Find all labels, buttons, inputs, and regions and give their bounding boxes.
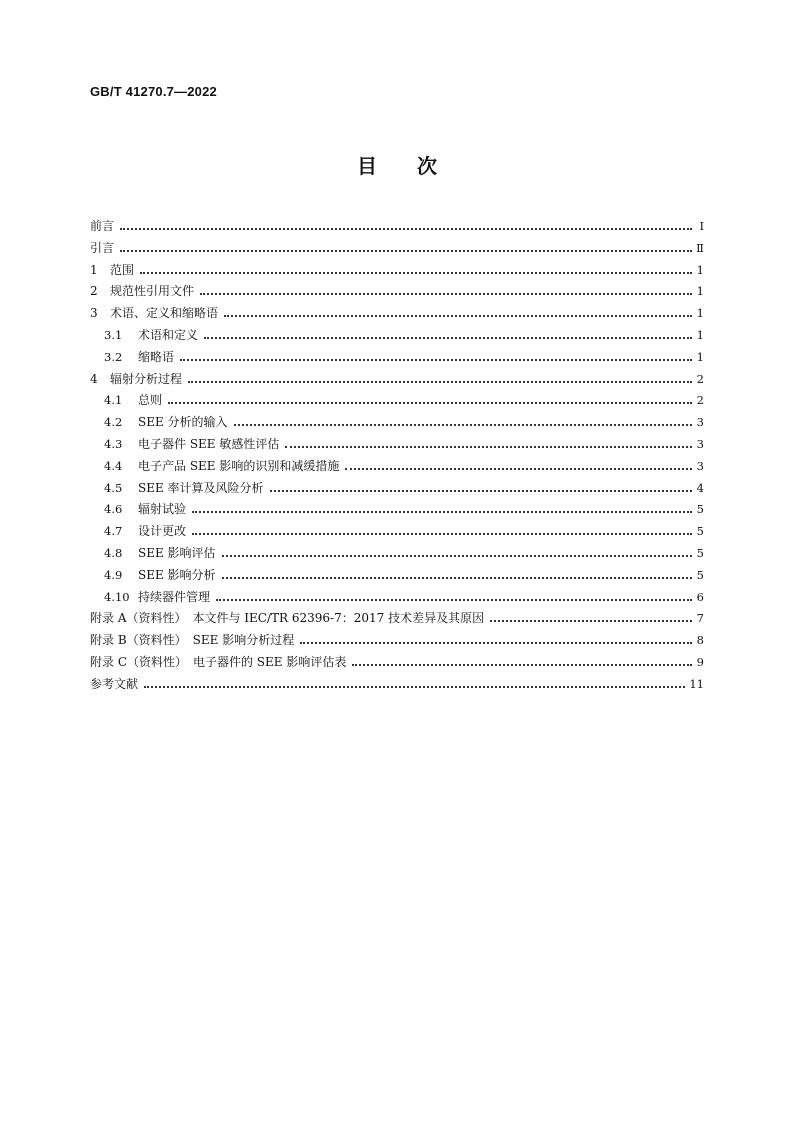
toc-entry-number: 4.3 xyxy=(104,436,123,451)
dot-leader xyxy=(200,281,692,303)
toc-entry-label: 电子器件 SEE 敏感性评估 xyxy=(138,436,280,451)
dot-leader xyxy=(120,238,692,260)
toc-entry-number: 4.7 xyxy=(104,524,123,539)
toc-entry-label: 辐射试验 xyxy=(138,502,187,517)
toc-entry-page-number: Ⅰ xyxy=(699,219,704,233)
toc-entry-number: 2 xyxy=(90,284,98,299)
toc-entry-number: 4 xyxy=(90,371,98,386)
toc-entry-label: 术语和定义 xyxy=(138,327,199,342)
toc-entry-page-number: 1 xyxy=(696,327,704,342)
toc-entry-page-number: 3 xyxy=(696,436,704,451)
toc-entry[interactable] xyxy=(90,281,704,303)
toc-entry-number: 4.5 xyxy=(104,480,123,495)
dot-leader xyxy=(180,347,692,369)
toc-entry-number: 4.6 xyxy=(104,502,123,517)
toc-entry-label: SEE 分析的输入 xyxy=(138,415,228,430)
toc-entry-page-number: 1 xyxy=(696,284,704,299)
toc-entry[interactable] xyxy=(90,260,704,282)
toc-entry-page-number: 5 xyxy=(696,545,704,560)
toc-entry[interactable] xyxy=(90,543,704,565)
toc-entry[interactable] xyxy=(90,434,704,456)
toc-entry-page-number: 5 xyxy=(696,524,704,539)
toc-entry-number: 4.4 xyxy=(104,458,123,473)
toc-entry[interactable] xyxy=(90,652,704,674)
dot-leader xyxy=(120,216,692,238)
dot-leader xyxy=(270,478,692,500)
toc-entry-label: SEE 影响分析 xyxy=(138,567,216,582)
toc-entry[interactable] xyxy=(90,587,704,609)
toc-entry[interactable] xyxy=(90,390,704,412)
toc-entry-number: 4.2 xyxy=(104,415,123,430)
toc-entry-label: 前言 xyxy=(90,219,115,233)
toc-entry-label: 辐射分析过程 xyxy=(110,371,183,386)
toc-entry-label: 持续器件管理 xyxy=(138,589,211,604)
toc-entry-label: SEE 率计算及风险分析 xyxy=(138,480,264,495)
toc-entry[interactable] xyxy=(90,499,704,521)
toc-entry-number: 3.1 xyxy=(104,327,123,342)
toc-entry-page-number: 3 xyxy=(696,415,704,430)
toc-entry-number: 4.10 xyxy=(104,589,130,604)
toc-entry-number: 4.8 xyxy=(104,545,123,560)
toc-entry-number: 4.9 xyxy=(104,567,123,582)
dot-leader xyxy=(345,456,692,478)
toc-entry-page-number: 5 xyxy=(696,502,704,517)
dot-leader xyxy=(490,608,692,630)
toc-entry-label: 总则 xyxy=(138,393,163,408)
toc-entry[interactable] xyxy=(90,369,704,391)
dot-leader xyxy=(192,521,692,543)
toc-entry-page-number: 2 xyxy=(696,393,704,408)
toc-entry[interactable] xyxy=(90,456,704,478)
toc-entry[interactable] xyxy=(90,674,704,696)
toc-entry-page-number: 1 xyxy=(696,349,704,364)
toc-entry-page-number: 1 xyxy=(696,306,704,321)
dot-leader xyxy=(144,674,685,696)
toc-entry-page-number: 6 xyxy=(696,589,704,604)
toc-entry[interactable] xyxy=(90,412,704,434)
toc-entry-page-number: 4 xyxy=(696,480,704,495)
table-of-contents xyxy=(90,216,704,696)
toc-entry-label: SEE 影响评估 xyxy=(138,545,216,560)
dot-leader xyxy=(168,390,692,412)
toc-entry-label: 附录 B（资料性） SEE 影响分析过程 xyxy=(90,633,295,648)
toc-entry[interactable] xyxy=(90,347,704,369)
dot-leader xyxy=(140,260,692,282)
dot-leader xyxy=(224,303,692,325)
dot-leader xyxy=(216,587,692,609)
toc-entry-page-number: 9 xyxy=(696,654,704,669)
dot-leader xyxy=(188,369,692,391)
toc-entry-page-number: Ⅱ xyxy=(696,240,704,255)
toc-entry[interactable] xyxy=(90,216,704,238)
dot-leader xyxy=(222,543,692,565)
dot-leader xyxy=(234,412,692,434)
page-title: 目 次 xyxy=(357,154,437,178)
toc-entry-page-number: 1 xyxy=(696,262,704,277)
toc-entry-label: 引言 xyxy=(90,240,115,255)
toc-entry-page-number: 11 xyxy=(689,676,704,691)
toc-entry-label: 设计更改 xyxy=(138,524,187,539)
dot-leader xyxy=(285,434,692,456)
document-standard-number: GB/T 41270.7—2022 xyxy=(90,84,217,99)
toc-entry-page-number: 8 xyxy=(696,633,704,648)
dot-leader xyxy=(300,630,692,652)
dot-leader xyxy=(192,499,692,521)
toc-entry-page-number: 2 xyxy=(696,371,704,386)
toc-entry-page-number: 7 xyxy=(696,611,704,626)
toc-entry-page-number: 3 xyxy=(696,458,704,473)
toc-entry[interactable] xyxy=(90,325,704,347)
toc-entry-label: 电子产品 SEE 影响的识别和减缓措施 xyxy=(138,458,340,473)
toc-entry[interactable] xyxy=(90,303,704,325)
toc-entry-number: 3 xyxy=(90,306,98,321)
toc-entry[interactable] xyxy=(90,478,704,500)
toc-entry-label: 规范性引用文件 xyxy=(110,284,195,299)
dot-leader xyxy=(204,325,692,347)
toc-entry[interactable] xyxy=(90,238,704,260)
toc-entry-label: 参考文献 xyxy=(90,676,139,691)
dot-leader xyxy=(222,565,692,587)
toc-entry-number: 3.2 xyxy=(104,349,123,364)
toc-entry-label: 术语、定义和缩略语 xyxy=(110,306,219,321)
toc-entry-label: 附录 C（资料性） 电子器件的 SEE 影响评估表 xyxy=(90,654,347,669)
toc-entry-number: 4.1 xyxy=(104,393,123,408)
toc-entry-page-number: 5 xyxy=(696,567,704,582)
toc-entry[interactable] xyxy=(90,608,704,630)
toc-entry-number: 1 xyxy=(90,262,98,277)
toc-entry-label: 缩略语 xyxy=(138,349,175,364)
toc-entry-label: 附录 A（资料性） 本文件与 IEC/TR 62396-7：2017 技术差异及其原因 xyxy=(90,611,485,626)
toc-entry[interactable] xyxy=(90,521,704,543)
toc-entry[interactable] xyxy=(90,630,704,652)
toc-entry[interactable] xyxy=(90,565,704,587)
dot-leader xyxy=(352,652,692,674)
toc-entry-label: 范围 xyxy=(110,262,135,277)
